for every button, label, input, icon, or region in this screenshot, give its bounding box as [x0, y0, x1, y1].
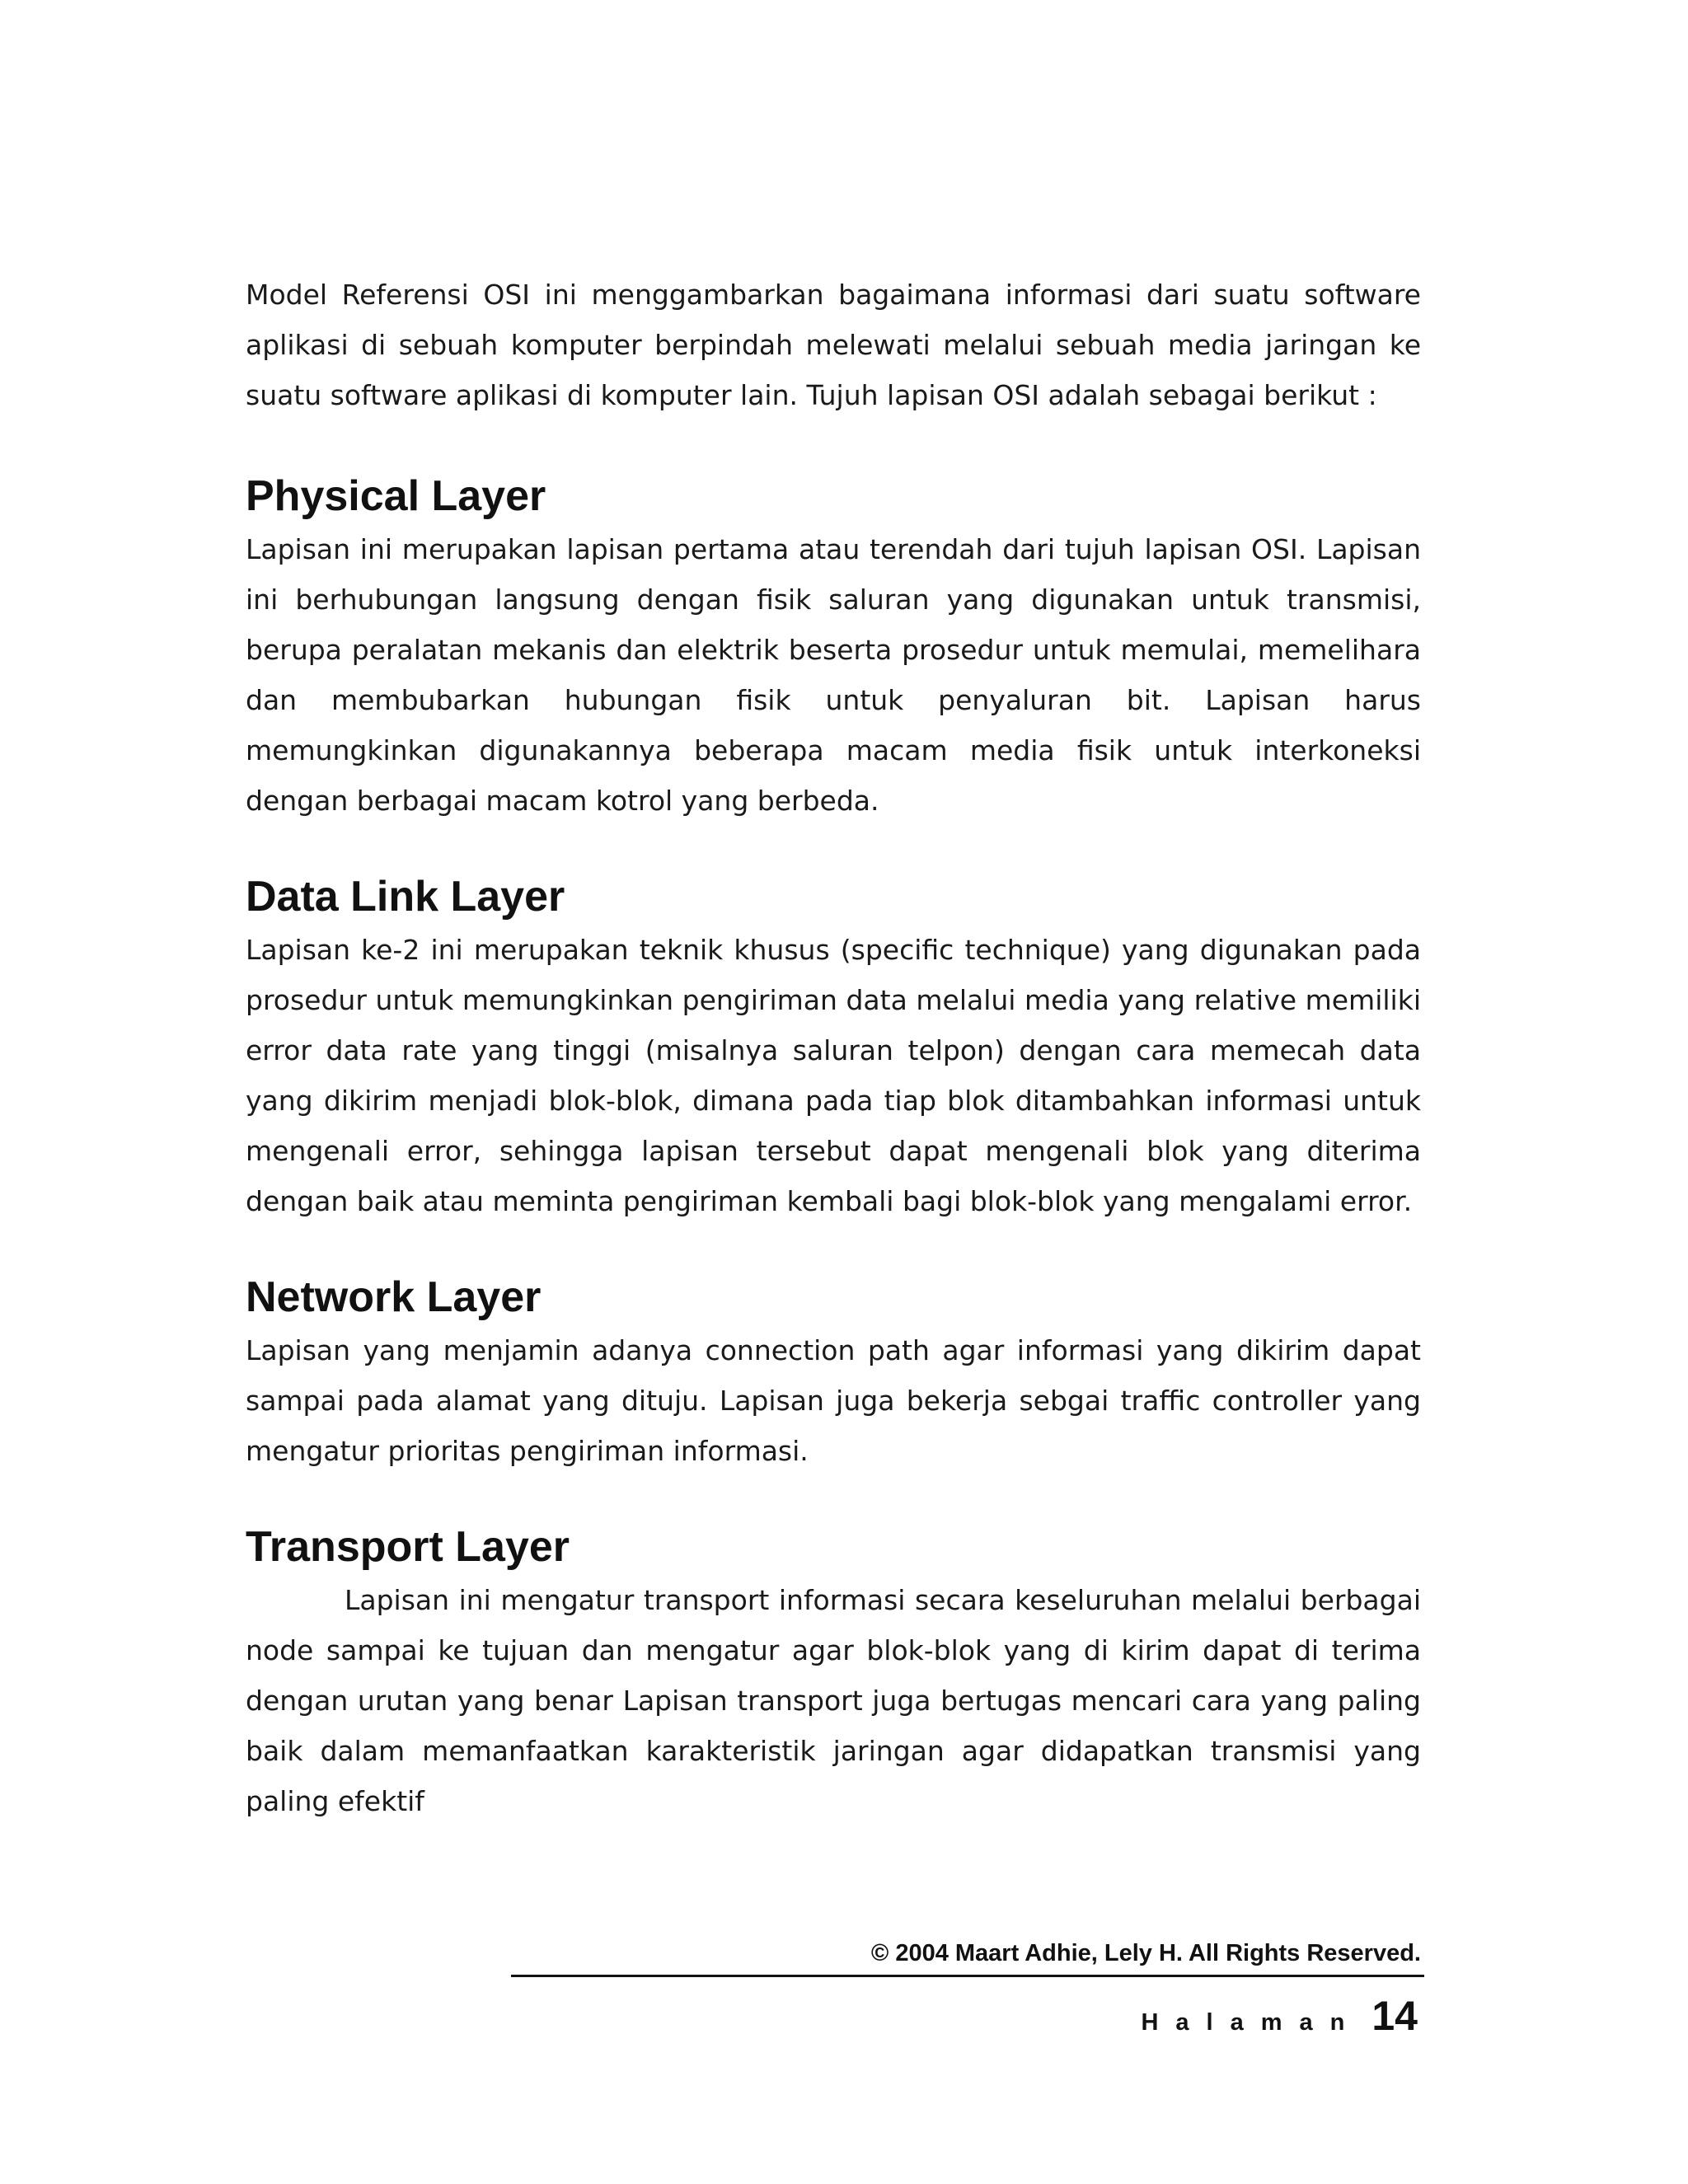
- section-physical-layer: [246, 471, 1421, 826]
- document-page: [246, 269, 1421, 1872]
- copyright-notice: © 2004 Maart Adhie, Lely H. All Rights Reserved.: [870, 1940, 1421, 1966]
- intro-paragraph: Model Referensi OSI ini menggambarkan bagaimana informasi dari suatu software aplikasi di sebuah komputer berpindah melewati melalui sebuah media jaringan ke suatu software aplikasi di komputer lain. Tujuh lapisan OSI adalah sebagai berikut :: [246, 279, 1421, 411]
- page-number-row: [511, 1992, 1424, 2040]
- page-number: 14: [1372, 1993, 1418, 2039]
- page-footer: [511, 1937, 1424, 2040]
- section-body: Lapisan ini merupakan lapisan pertama atau terendah dari tujuh lapisan OSI. Lapisan ini berhubungan langsung dengan fisik saluran yang digunakan untuk transmisi, berupa peralatan mekanis dan elektrik beserta prosedur untuk memulai, memelihara dan membubarkan hubungan fisik untuk penyaluran bit. Lapisan harus memungkinkan digunakannya beberapa macam media fisik untuk interkoneksi dengan berbagai macam kotrol yang berbeda.: [246, 533, 1421, 817]
- section-heading: Data Link Layer: [246, 873, 565, 921]
- section-heading: Network Layer: [246, 1273, 542, 1321]
- section-body: Lapisan ke-2 ini merupakan teknik khusus (specific technique) yang digunakan pada prosedur untuk memungkinkan pengiriman data melalui media yang relative memiliki error data rate yang tinggi (misalnya saluran telpon) dengan cara memecah data yang dikirim menjadi blok-blok, dimana pada tiap blok ditambahkan informasi untuk mengenali error, sehingga lapisan tersebut dapat mengenali blok yang diterima dengan baik atau meminta pengiriman kembali bagi blok-blok yang mengalami error.: [246, 934, 1421, 1217]
- section-body: Lapisan yang menjamin adanya connection path agar informasi yang dikirim dapat sampai pada alamat yang dituju. Lapisan juga bekerja sebgai traffic controller yang mengatur prioritas pengiriman informasi.: [246, 1334, 1421, 1467]
- section-transport-layer: [246, 1522, 1421, 1826]
- page-label: Halaman: [1141, 2009, 1362, 2036]
- section-network-layer: [246, 1272, 1421, 1476]
- section-body: Lapisan ini mengatur transport informasi secara keseluruhan melalui berbagai node sampai ke tujuan dan mengatur agar blok-blok yang di kirim dapat di terima dengan urutan yang benar Lapisan transport juga bertugas mencari cara yang paling baik dalam memanfaatkan karakteristik jaringan agar didapatkan transmisi yang paling efektif: [246, 1584, 1421, 1817]
- section-heading: Physical Layer: [246, 472, 546, 520]
- footer-divider: [511, 1975, 1424, 1977]
- section-heading: Transport Layer: [246, 1523, 570, 1571]
- section-data-link-layer: [246, 872, 1421, 1226]
